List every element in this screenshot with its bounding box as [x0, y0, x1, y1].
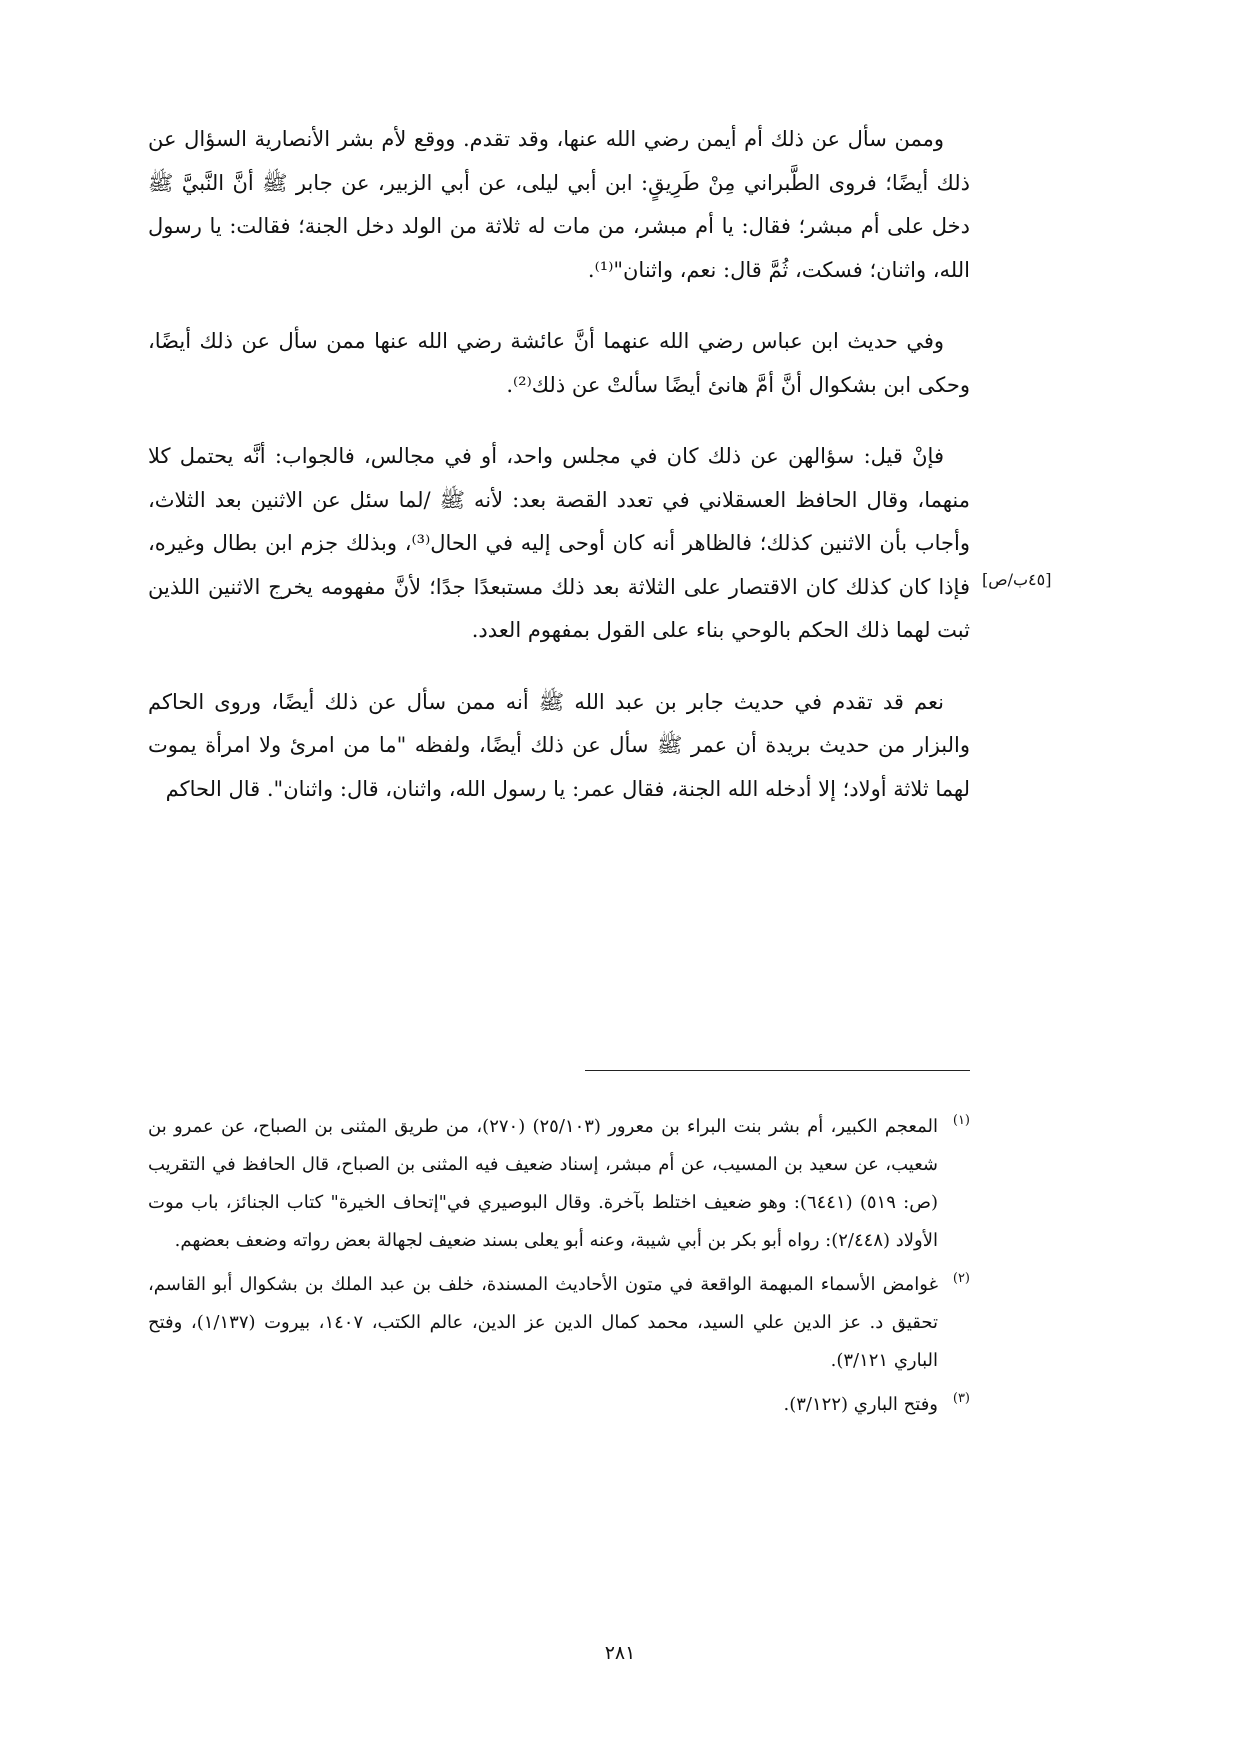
body-text [148, 118, 970, 839]
paragraph: وفي حديث ابن عباس رضي الله عنهما أنَّ عائشة رضي الله عنها ممن سأل عن ذلك أيضًا، وحكى ابن بشكوال أنَّ أمَّ هانئ أيضًا سألتْ عن ذلك⁽²⁾. [148, 329, 970, 397]
paragraph: فإنْ قيل: سؤالهن عن ذلك كان في مجلس واحد، أو في مجالس، فالجواب: أنَّه يحتمل كلا منهما، وقال الحافظ العسقلاني في تعدد القصة بعد: لأنه ﷺ /لما سئل عن الاثنين بعد الثلاث، وأجاب بأن الاثنين كذلك؛ فالظاهر أنه كان أوحى إليه في الحال⁽³⁾، وبذلك جزم ابن بطال وغيره، فإذا كان كذلك كان الاقتصار على الثلاثة بعد ذلك مستبعدًا جدًا؛ لأنَّ مفهومه يخرج الاثنين اللذين ثبت لهما ذلك الحكم بالوحي بناء على القول بمفهوم العدد. [148, 444, 970, 642]
footnote-separator [585, 1070, 970, 1071]
footnote-text: المعجم الكبير، أم بشر بنت البراء بن معرور (٢٥/١٠٣) (٢٧٠)، من طريق المثنى بن الصباح، عن عمرو بن شعيب، عن سعيد بن المسيب، عن أم مبشر، إسناد ضعيف فيه المثنى بن الصباح، قال الحافظ في التقريب (ص: ٥١٩) (٦٤٤١): وهو ضعيف اختلط بآخرة. وقال البوصيري في"إتحاف الخيرة" كتاب الجنائز، باب موت الأولاد (٢/٤٤٨): رواه أبو بكر بن أبي شيبة، وعنه أبو يعلى بسند ضعيف لجهالة بعض رواته وضعف بعضهم. [148, 1116, 938, 1251]
manuscript-folio-marker: [٤٥ب/ص] [982, 570, 1052, 589]
footnote [148, 1108, 970, 1260]
footnote-number: (٢) [952, 1271, 970, 1286]
footnote-text: وفتح الباري (٣/١٢٢). [783, 1394, 938, 1415]
footnote [148, 1266, 970, 1380]
footnote [148, 1386, 970, 1424]
footnote-number: (١) [952, 1113, 970, 1128]
footnotes [148, 1108, 970, 1430]
footnote-number: (٣) [952, 1391, 970, 1406]
page-number: ٢٨١ [604, 1642, 636, 1664]
paragraph: وممن سأل عن ذلك أم أيمن رضي الله عنها، وقد تقدم. ووقع لأم بشر الأنصارية السؤال عن ذلك أيضًا؛ فروى الطَّبراني مِنْ طَرِيقٍ: ابن أبي ليلى، عن أبي الزبير، عن جابر ﷺ أنَّ النَّبيَّ ﷺ دخل على أم مبشر؛ فقال: يا أم مبشر، من مات له ثلاثة من الولد دخل الجنة؛ فقالت: يا رسول الله، واثنان؛ فسكت، ثُمَّ قال: نعم، واثنان"⁽¹⁾. [148, 127, 970, 282]
footnote-text: غوامض الأسماء المبهمة الواقعة في متون الأحاديث المسندة، خلف بن عبد الملك بن بشكوال أبو القاسم، تحقيق د. عز الدين علي السيد، محمد كمال الدين عز الدين، عالم الكتب، ١٤٠٧، بيروت (١/١٣٧)، وفتح الباري ٣/١٢١). [148, 1274, 938, 1371]
paragraph: نعم قد تقدم في حديث جابر بن عبد الله ﷺ أنه ممن سأل عن ذلك أيضًا، وروى الحاكم والبزار من حديث بريدة أن عمر ﷺ سأل عن ذلك أيضًا، ولفظه "ما من امرئ ولا امرأة يموت لهما ثلاثة أولاد؛ إلا أدخله الله الجنة، فقال عمر: يا رسول الله، واثنان، قال: واثنان". قال الحاكم [148, 689, 970, 801]
